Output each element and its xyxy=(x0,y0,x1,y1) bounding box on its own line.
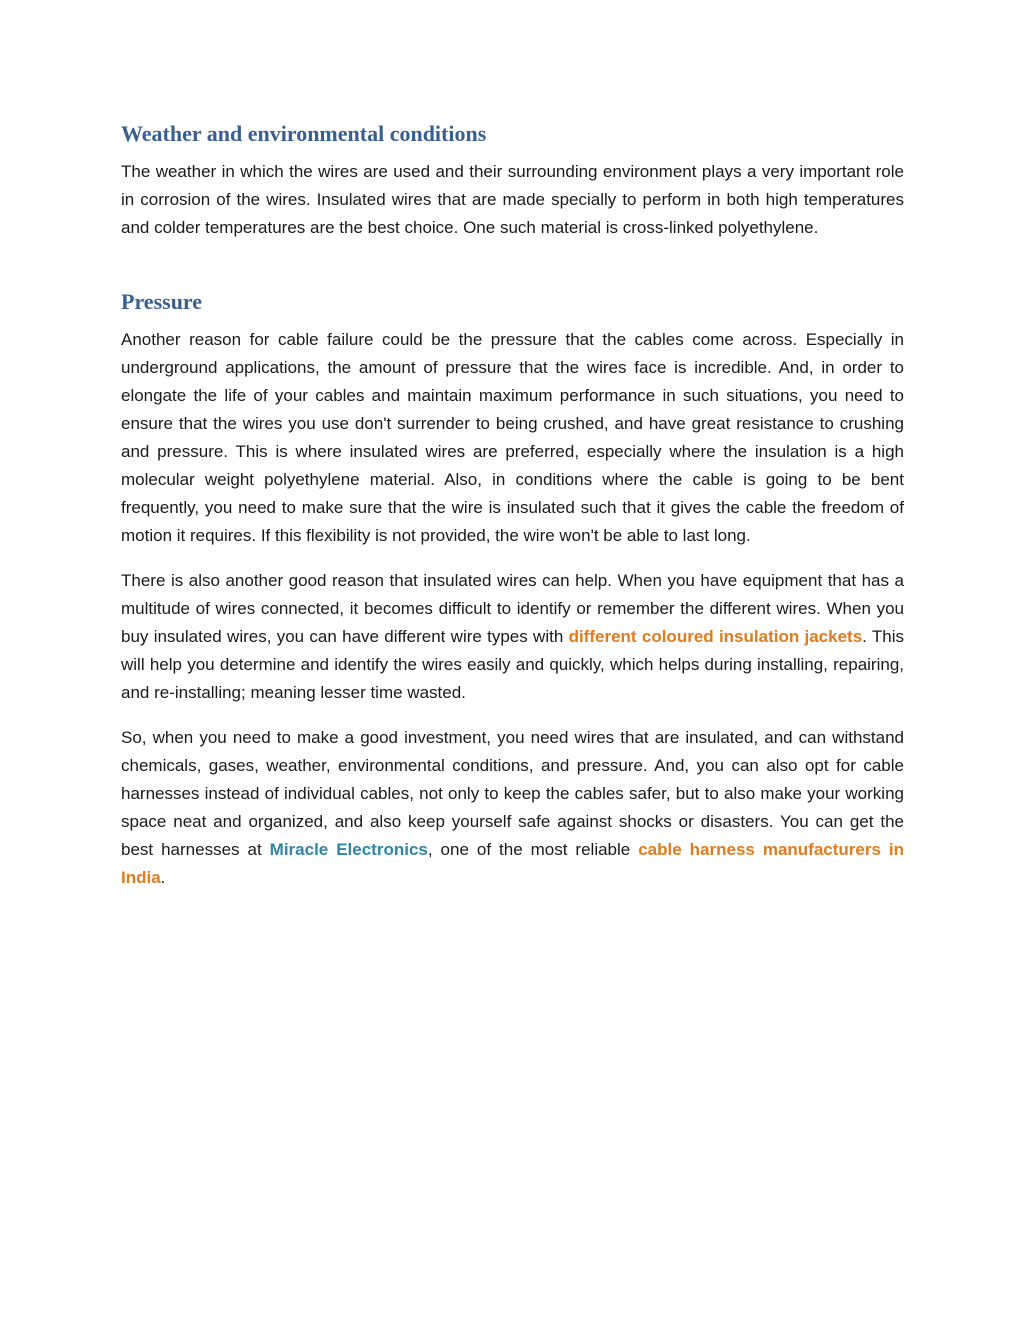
paragraph-text: . This will help you determine and identify the wires easily and quickly, which helps during installing, repairing, and re-installing; meaning lesser time wasted. xyxy=(121,627,904,702)
link-coloured-insulation-jackets[interactable]: different coloured insulation jackets xyxy=(568,627,863,646)
heading-pressure: Pressure xyxy=(121,289,203,314)
paragraph-text: So, when you need to make a good investment, you need wires that are insulated, and can withstand chemicals, gases, weather, environmental conditions, and pressure. And, you can also opt for cable harnesses instead of individual cables, not only to keep the cables safer, but to also make your working space neat and organized, and also keep yourself safe against shocks or disasters. You can get the best harnesses at xyxy=(121,728,904,859)
paragraph-text: , one of the most reliable xyxy=(427,840,639,859)
paragraph-pressure-2 xyxy=(121,567,904,707)
document-page xyxy=(121,118,904,892)
link-miracle-electronics[interactable]: Miracle Electronics xyxy=(269,840,428,859)
heading-weather: Weather and environmental conditions xyxy=(121,121,487,146)
paragraph-pressure-3 xyxy=(121,724,904,892)
paragraph-text: There is also another good reason that insulated wires can help. When you have equipment that has a multitude of wires connected, it becomes difficult to identify or remember the different wires. When you buy insulated wires, you can have different wire types with xyxy=(121,571,904,646)
paragraph-text: . xyxy=(160,868,166,887)
paragraph-pressure-1: Another reason for cable failure could be the pressure that the cables come across. Especially in underground applications, the amount of pressure that the wires face is incredible. And, in order to elongate the life of your cables and maintain maximum performance in such situations, you need to ensure that the wires you use don't surrender to being crushed, and have great resistance to crushing and pressure. This is where insulated wires are preferred, especially where the insulation is a high molecular weight polyethylene material. Also, in conditions where the cable is going to be bent frequently, you need to make sure that the wire is insulated such that it gives the cable the freedom of motion it requires. If this flexibility is not provided, the wire won't be able to last long. xyxy=(121,330,904,545)
link-cable-harness-manufacturers[interactable]: cable harness manufacturers in India xyxy=(121,840,904,887)
paragraph-weather: The weather in which the wires are used and their surrounding environment plays a very important role in corrosion of the wires. Insulated wires that are made specially to perform in both high temperatures and colder temperatures are the best choice. One such material is cross-linked polyethylene. xyxy=(121,162,904,237)
